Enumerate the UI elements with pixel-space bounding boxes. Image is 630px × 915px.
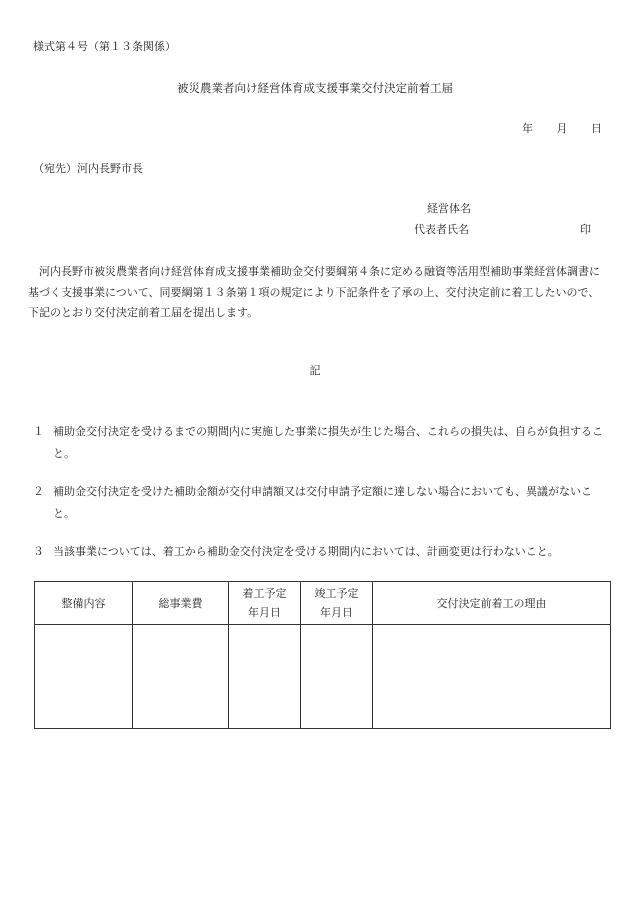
header-cell-start-date: 着工予定 年月日	[229, 582, 301, 625]
date-day-label: 日	[591, 122, 602, 135]
details-table	[34, 581, 611, 729]
header-cell-completion-date: 竣工予定 年月日	[301, 582, 373, 625]
cell-completion-date[interactable]	[301, 625, 373, 729]
cell-total-cost[interactable]	[133, 625, 229, 729]
condition-text: 当該事業については、着工から補助金交付決定を受ける期間内においては、計画変更は行わないこと。	[53, 545, 559, 558]
header-cell-content: 整備内容	[35, 582, 133, 625]
condition-number: ３	[33, 545, 44, 558]
header-cell-total-cost: 総事業費	[133, 582, 229, 625]
condition-number: ２	[33, 485, 44, 498]
table-row	[35, 625, 611, 729]
date-year-label: 年	[522, 122, 533, 135]
document-title: 被災農業者向け経営体育成支援事業交付決定前着工届	[177, 81, 453, 95]
condition-number: １	[33, 425, 44, 438]
cell-start-date[interactable]	[229, 625, 301, 729]
seal-mark: 印	[580, 223, 591, 236]
cell-content[interactable]	[35, 625, 133, 729]
ki-heading: 記	[309, 364, 321, 377]
addressee: （宛先）河内長野市長	[33, 162, 143, 175]
form-number: 様式第４号（第１３条関係）	[33, 40, 176, 53]
body-paragraph: 河内長野市被災農業者向け経営体育成支援事業補助金交付要綱第４条に定める融資等活用型補助事業経営体調書に基づく支援事業について、同要綱第１３条第１項の規定により下記条件を了承の上、交付決定前に着工したいので、下記のとおり交付決定前着工届を提出します。	[28, 265, 600, 319]
date-line	[522, 120, 602, 136]
condition-item	[33, 421, 611, 465]
table-header-row	[35, 582, 611, 625]
condition-item	[33, 481, 611, 525]
business-name-label: 経営体名	[427, 202, 471, 215]
representative-name-label: 代表者氏名	[414, 223, 469, 236]
condition-item	[33, 541, 611, 563]
date-month-label: 月	[556, 122, 568, 135]
condition-text: 補助金交付決定を受けた補助金額が交付申請額又は交付申請予定額に達しない場合においても、異議がないこと。	[53, 485, 592, 520]
condition-text: 補助金交付決定を受けるまでの期間内に実施した事業に損失が生じた場合、これらの損失は、自らが負担すること。	[53, 425, 603, 460]
cell-reason[interactable]	[373, 625, 611, 729]
header-cell-reason: 交付決定前着工の理由	[373, 582, 611, 625]
